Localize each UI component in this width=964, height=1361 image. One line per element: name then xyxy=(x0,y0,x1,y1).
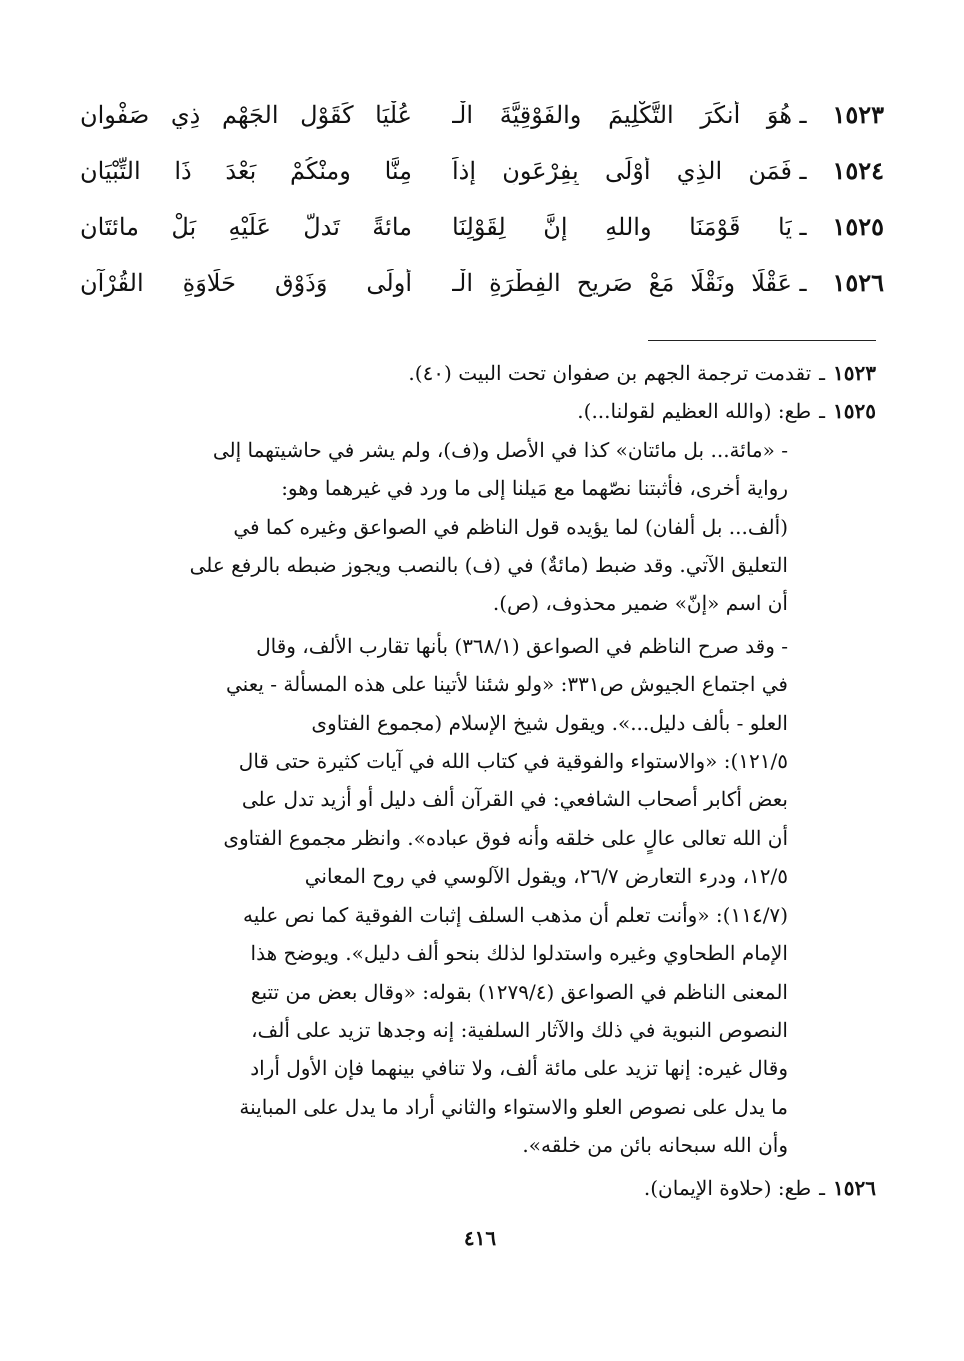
footnote-1526: ١٥٢٦ ـ طع: (حلاوة الإيمان). xyxy=(86,1169,876,1207)
text-line: أن اسم «إنّ» ضمير محذوف، (ص). xyxy=(492,591,788,616)
verse-dash: ـ xyxy=(799,269,807,297)
footnote-separator xyxy=(648,340,876,341)
verse-first-hemistich: هُوَ أنكَرَ التَّكْلِيمَ والفَوْقِيَّةَ الْـ xyxy=(452,101,792,129)
footnote-1525-paragraph-2 xyxy=(86,627,876,1165)
verse-dash: ـ xyxy=(799,101,807,129)
text-line: النصوص النبوية في ذلك والآثار السلفية: إنه وجدها تزيد على ألف، xyxy=(251,1017,788,1042)
text-line: (ألف... بل ألفان) لما يؤيده قول الناظم في الصواعق وغيره كما في xyxy=(233,514,788,539)
verse-1526 xyxy=(80,268,884,324)
footnote-text: طع: (والله العظيم لقولنا...). xyxy=(577,399,812,424)
verse-second-hemistich: مائةً تَدلُّ عَلَيْهِ بَلْ مائتَانِ xyxy=(80,213,412,241)
text-line: أن الله تعالى عالٍ على خلقه وأنه فوق عباده». وانظر مجموع الفتاوى xyxy=(223,825,788,850)
footnote-1523: ١٥٢٣ ـ تقدمت ترجمة الجهم بن صفوان تحت البيت (٤٠). xyxy=(86,354,876,392)
verse-1525 xyxy=(80,212,884,268)
poem-verses xyxy=(80,100,884,324)
text-line: العلو - بألف دليل...». ويقول شيخ الإسلام (مجموع الفتاوى xyxy=(311,710,788,735)
text-line: الإمام الطحاوي وغيره واستدلوا لذلك بنحو ألف دليل». ويوضح هذا xyxy=(250,941,788,966)
verse-second-hemistich: أُولَى وَذَوْقِ حَلَاوَةِ القُرْآنِ xyxy=(80,269,412,297)
verse-1524 xyxy=(80,156,884,212)
verse-second-hemistich: مِنَّا ومنْكُمْ بَعْدَ ذَا التِّبْيَانِ xyxy=(80,157,412,185)
text-line: رواية أخرى، فأثبتنا نصّهما مع مَيلنا إلى ما ورد في غيرهما وهو: xyxy=(281,476,788,501)
text-line: المعنى الناظم في الصواعق (١٢٧٩/٤) بقوله: «وقال بعض من تتبع xyxy=(250,979,788,1004)
footnote-1525: ١٥٢٥ ـ طع: (والله العظيم لقولنا...). xyxy=(86,392,876,430)
text-line: بعض أكابر أصحاب الشافعي: في القرآن ألف دليل أو أزيد تدل على xyxy=(241,787,788,812)
text-line: التعليق الآتي. وقد ضبط (مائةٌ) في (ف) بالنصب ويجوز ضبطه بالرفع على xyxy=(189,553,788,578)
text-line: ١٢/٥، ودرء التعارض ٢٦/٧، ويقول الآلوسي في روح المعاني xyxy=(304,864,788,889)
text-line: في اجتماع الجيوش ص٣٣١: «ولو شئنا لأتينا على هذه المسألة - يعني xyxy=(226,672,788,697)
verse-1523 xyxy=(80,100,884,156)
verse-dash: ـ xyxy=(799,157,807,185)
verse-number: ١٥٢٤ xyxy=(832,156,884,185)
text-line: ما يدل على نصوص العلو والاستواء والثاني أراد ما يدل على المباينة xyxy=(239,1094,788,1119)
text-line: (١١٤/٧): «وأنت تعلم أن مذهب السلف إثبات الفوقية كما نص عليه xyxy=(243,902,788,927)
verse-second-hemistich: عُلْيَا كَقَوْلِ الجَهْمِ ذِي صَفْوانِ xyxy=(80,101,412,129)
verse-first-hemistich: يَا قَوْمَنَا واللهِ إنَّ لِقَوْلِنَا xyxy=(452,213,792,241)
text-line: ١٢١/٥): «والاستواء والفوقية في كتاب الله في آيات كثيرة حتى قال xyxy=(238,749,788,774)
text-line: وقال غيره: إنها تزيد على مائة ألف، ولا تنافي بينهما فإن الأول أراد xyxy=(250,1056,788,1081)
footnote-number: ١٥٢٣ xyxy=(833,361,876,385)
verse-number: ١٥٢٣ xyxy=(832,100,884,129)
verse-dash: ـ xyxy=(799,213,807,241)
text-line: - «مائة... بل مائتان» كذا في الأصل و(ف)، ولم يشر في حاشيتهما إلى xyxy=(212,437,788,462)
verse-first-hemistich: عَقْلًا ونَقْلًا مَعْ صَرِيحِ الفِطْرَةِ الْـ xyxy=(452,269,792,297)
footnotes xyxy=(86,354,876,1207)
verse-number: ١٥٢٥ xyxy=(832,212,884,241)
footnote-number: ١٥٢٦ xyxy=(833,1175,876,1200)
footnote-number: ١٥٢٥ xyxy=(833,399,876,424)
verse-first-hemistich: فَمَنِ الذِي أَوْلَى بِفِرْعَونٍ إذاً xyxy=(452,157,792,185)
footnote-text: طع: (حلاوة الإيمان). xyxy=(643,1175,812,1200)
page-number: ٤١٦ xyxy=(463,1226,497,1250)
text-line: وأن الله سبحانه بائن من خلقه». xyxy=(522,1133,788,1158)
footnote-1525-paragraph-1 xyxy=(86,431,876,623)
verse-number: ١٥٢٦ xyxy=(832,268,884,297)
text-line: - وقد صرح الناظم في الصواعق (٣٦٨/١) بأنها تقارب الألف، وقال xyxy=(256,633,788,658)
footnote-text: تقدمت ترجمة الجهم بن صفوان تحت البيت (٤٠). xyxy=(408,361,812,385)
